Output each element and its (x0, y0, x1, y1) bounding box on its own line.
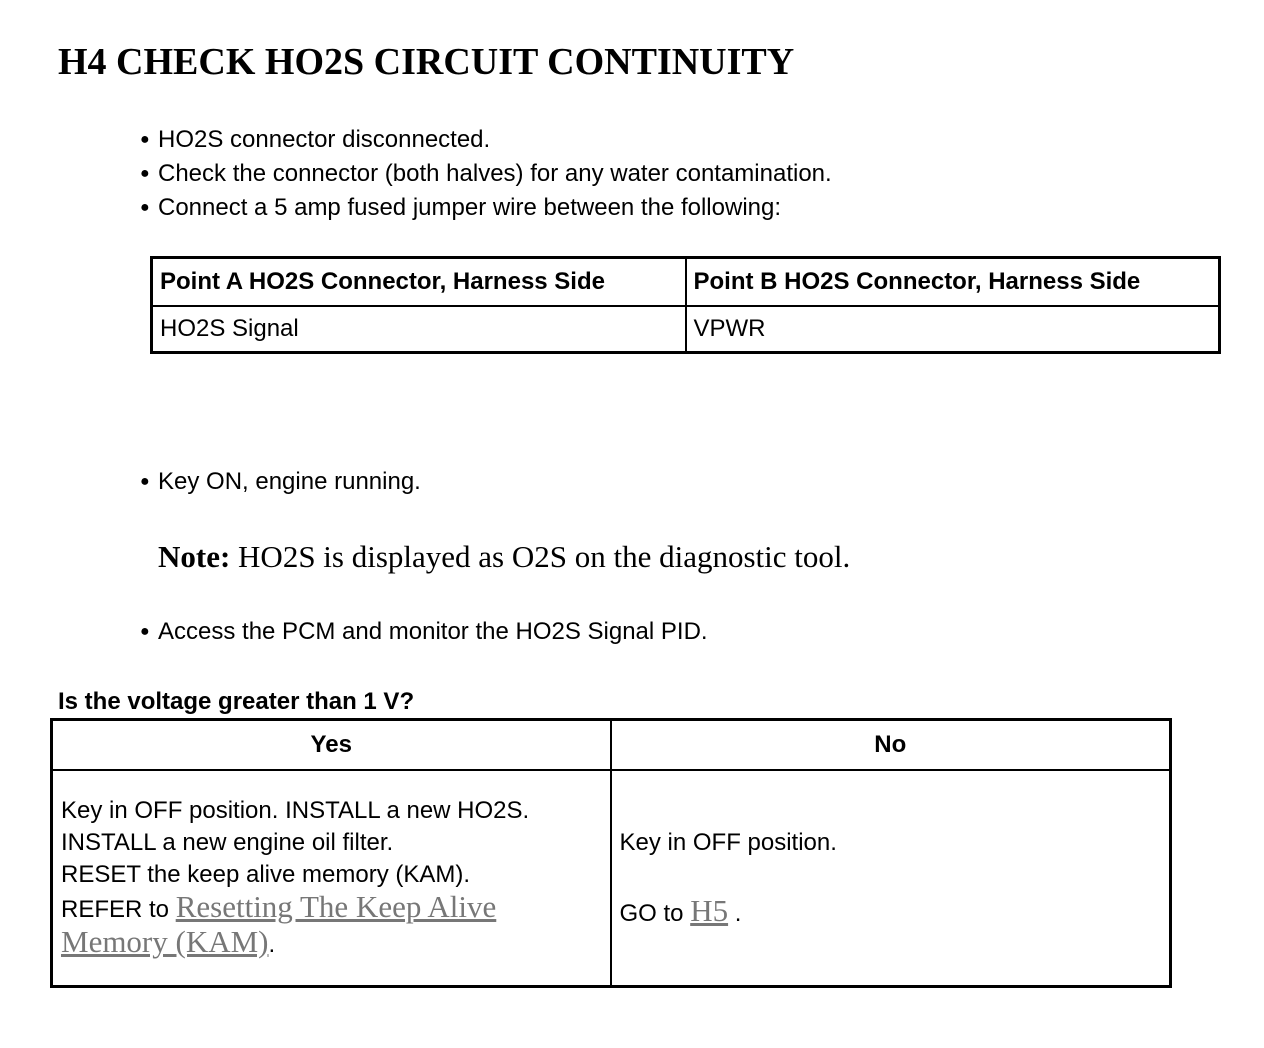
yes-line: Key in OFF position. INSTALL a new HO2S. (61, 797, 530, 824)
bullet-connector-disconnected (140, 124, 490, 156)
cell-point-a: HO2S Signal (152, 306, 686, 353)
no-line: Key in OFF position. (619, 828, 837, 856)
bullet-dot: ● (140, 131, 150, 148)
note-label: Note: (158, 539, 231, 574)
goto-prefix: GO to (619, 899, 691, 927)
reset-kam-link[interactable]: Resetting The Keep Alive Memory (KAM) (61, 889, 497, 959)
bullet-key-on (140, 466, 421, 498)
cell-point-b: VPWR (686, 306, 1220, 353)
table-row (52, 770, 1171, 987)
yes-line: INSTALL a new engine oil filter. (61, 829, 394, 856)
connection-table (150, 256, 1221, 354)
question: Is the voltage greater than 1 V? (58, 688, 415, 715)
table-row (152, 306, 1220, 353)
bullet-check-water (140, 158, 832, 190)
bullet-dot: ● (140, 473, 150, 490)
bullet-text: Check the connector (both halves) for any water contamination. (158, 160, 832, 187)
table-header-row (52, 720, 1171, 771)
no-cell (611, 770, 1171, 987)
answer-table (50, 718, 1172, 988)
yes-line: RESET the keep alive memory (KAM). (61, 861, 471, 888)
yes-cell (52, 770, 611, 987)
yes-header: Yes (52, 720, 611, 771)
yes-refer-line (61, 891, 602, 961)
note (158, 536, 850, 578)
refer-prefix: REFER to (61, 896, 176, 923)
note-text: HO2S is displayed as O2S on the diagnostic tool. (230, 539, 851, 574)
page-title: H4 CHECK HO2S CIRCUIT CONTINUITY (58, 41, 795, 83)
goto-suffix: . (728, 899, 742, 927)
refer-suffix: . (268, 931, 276, 958)
bullet-dot: ● (140, 199, 150, 216)
goto-h5-link[interactable]: H5 (690, 892, 729, 928)
bullet-dot: ● (140, 165, 150, 182)
bullet-access-pcm (140, 616, 708, 648)
header-point-b: Point B HO2S Connector, Harness Side (686, 258, 1220, 307)
no-header: No (611, 720, 1171, 771)
bullet-dot: ● (140, 623, 150, 640)
bullet-connect-jumper (140, 192, 781, 224)
bullet-text: Key ON, engine running. (158, 468, 421, 495)
header-point-a: Point A HO2S Connector, Harness Side (152, 258, 686, 307)
bullet-text: Access the PCM and monitor the HO2S Signal PID. (158, 618, 708, 645)
bullet-text: HO2S connector disconnected. (158, 126, 491, 153)
table-header-row (152, 258, 1220, 307)
bullet-text: Connect a 5 amp fused jumper wire between the following: (158, 194, 782, 221)
